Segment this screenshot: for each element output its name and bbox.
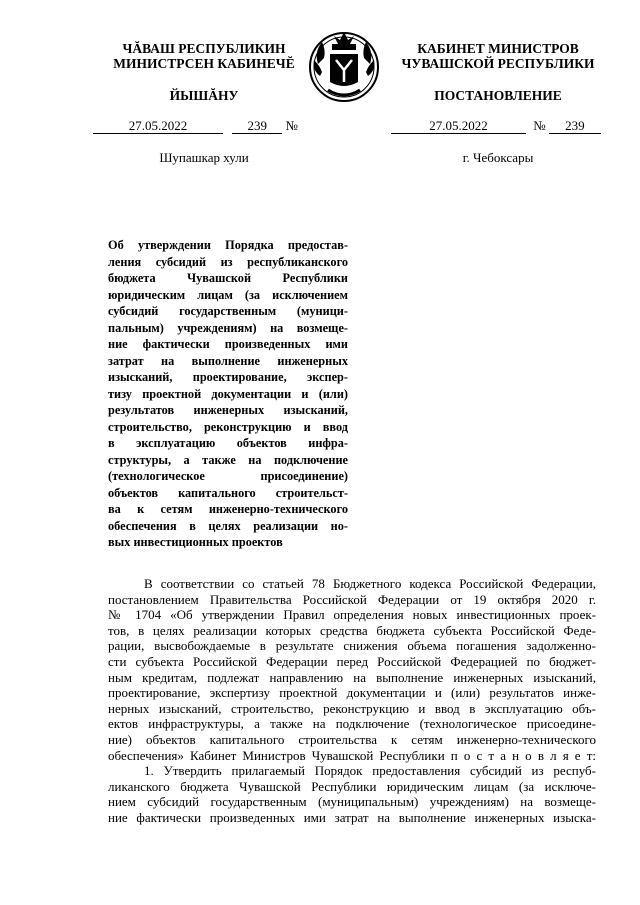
body-line: В соответствии со статьей 78 Бюджетного кодекса Российской Федерации, xyxy=(144,576,596,591)
header-left-date-number xyxy=(93,118,323,134)
title-line: строительство, реконструкцию и ввод xyxy=(108,419,348,434)
header-left-city: Шупашкар хули xyxy=(159,150,249,165)
body-line: нием субсидий государственным (муниципальным) учреждениям) на возмеще- xyxy=(108,794,596,810)
header-left-date: 27.05.2022 xyxy=(93,119,223,134)
header-right-line1: КАБИНЕТ МИНИСТРОВ xyxy=(417,41,579,56)
body-line: ектов инфраструктуры, а также на подключение (технологическое присоедине- xyxy=(108,716,596,732)
body-line: обеспечения» Кабинет Министров Чувашской Республики п о с т а н о в л я е т: xyxy=(108,747,596,763)
body-line: 1. Утвердить прилагаемый Порядок предоставления субсидий из респуб- xyxy=(144,763,596,779)
body-line: нерных изысканий, строительство, реконструкцию и ввод в эксплуатацию объ- xyxy=(108,700,596,716)
body-line: постановлением Правительства Российской Федерации от 19 октября 2020 г. xyxy=(108,591,596,607)
header-right-date: 27.05.2022 xyxy=(391,119,526,134)
header-right-city: г. Чебоксары xyxy=(462,150,534,165)
title-line: юридическим лицам (за исключением xyxy=(108,287,348,302)
header-right-line2: ЧУВАШСКОЙ РЕСПУБЛИКИ xyxy=(401,56,595,71)
title-line: в эксплуатацию объектов инфра- xyxy=(108,436,348,450)
header-left-line1: ЧĂВАШ РЕСПУБЛИКИН xyxy=(122,41,286,56)
body-line: рации, высвобождаемые в результате снижения объема погашения задолженно- xyxy=(108,638,596,654)
title-line: объектов капитального строительст- xyxy=(108,485,348,500)
title-line: ние фактически произведенных ими xyxy=(108,337,348,351)
title-line: вых инвестиционных проектов xyxy=(108,535,283,549)
body-line: тов, в целях реализации которых средства бюджета субъекта Российской Феде- xyxy=(108,622,596,638)
coat-of-arms-icon xyxy=(304,24,384,106)
header-right-number: 239 xyxy=(549,119,601,134)
title-line: ва к сетям инженерно-технического xyxy=(108,502,348,516)
title-line: субсидий государственным (муници- xyxy=(108,304,348,318)
title-line: пальным) учреждениям) на возмеще- xyxy=(108,320,348,335)
body-line: ным кредитам, подлежат направлению на выполнение инженерных изысканий, xyxy=(108,669,596,685)
title-line: бюджета Чувашской Республики xyxy=(108,271,348,285)
header-left-number: 239 xyxy=(232,119,282,134)
header-left-number-sign: № xyxy=(285,118,298,133)
header-right-name xyxy=(392,41,604,71)
header-left-name xyxy=(88,41,320,71)
document-body xyxy=(108,576,596,826)
body-line: сти субъекта Российской Федерации перед Российской Федерацией по бюджет- xyxy=(108,653,596,669)
body-line: ние) объектов капитального строительства к сетям инженерно-технического xyxy=(108,731,596,747)
title-line: (технологическое присоединение) xyxy=(108,469,348,483)
header-right-date-number xyxy=(391,118,606,134)
title-line: Об утверждении Порядка предостав- xyxy=(108,238,348,252)
title-line: результатов инженерных изысканий, xyxy=(108,403,348,417)
body-line: ликанского бюджета Чувашской Республики юридическим лицам (за исключе- xyxy=(108,778,596,794)
header-right-number-sign: № xyxy=(533,118,546,133)
document-title xyxy=(108,237,348,551)
title-line: тизу проектной документации и (или) xyxy=(108,386,348,401)
title-line: затрат на выполнение инженерных xyxy=(108,353,348,368)
title-line: ления субсидий из республиканского xyxy=(108,254,348,269)
header-right-doc-type: ПОСТАНОВЛЕНИЕ xyxy=(434,88,562,103)
body-line: № 1704 «Об утверждении Правил определения новых инвестиционных проек- xyxy=(108,607,596,623)
body-line: ние фактически произведенных ими затрат на выполнение инженерных изыска- xyxy=(108,809,596,825)
body-line: проектирование, экспертизу проектной документации и (или) результатов инже- xyxy=(108,685,596,701)
title-line: изысканий, проектирование, экспер- xyxy=(108,370,348,384)
header-left-doc-type: ЙЫШĂНУ xyxy=(169,88,239,103)
header-left-line2: МИНИСТРСЕН КАБИНЕЧĔ xyxy=(113,56,295,71)
title-line: обеспечения в целях реализации но- xyxy=(108,518,348,533)
title-line: структуры, а также на подключение xyxy=(108,452,348,467)
